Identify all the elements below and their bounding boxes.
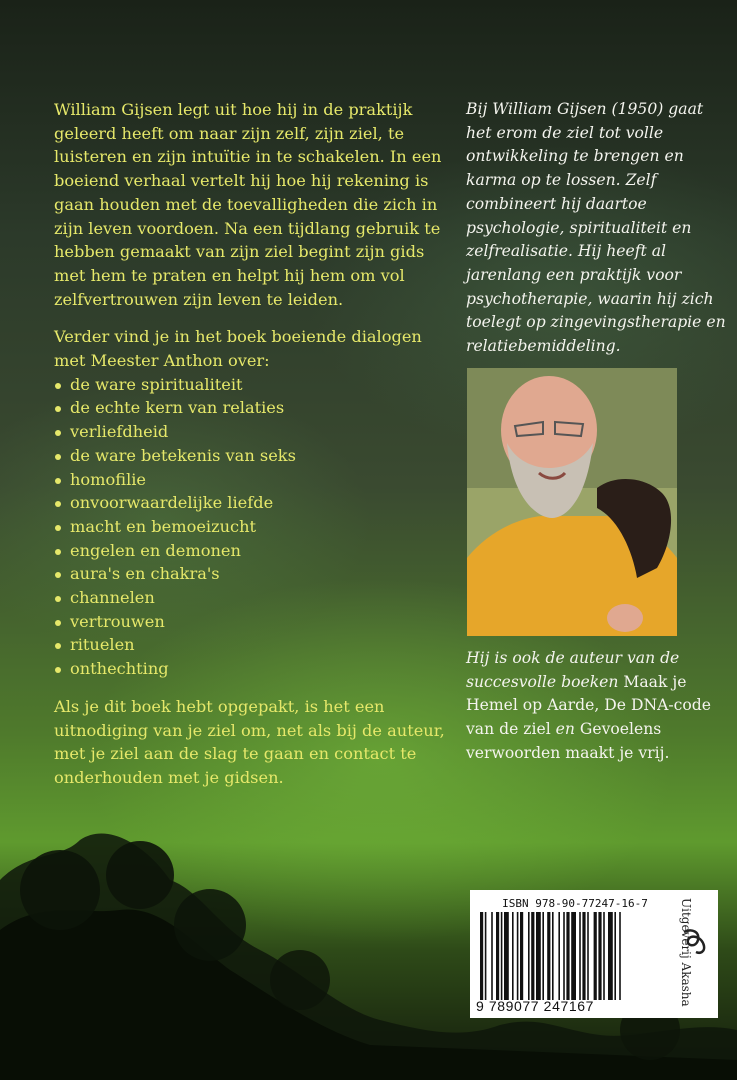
- description-column: [54, 98, 446, 804]
- intro-paragraph: William Gijsen legt uit hoe hij in de praktijk geleerd heeft om naar zijn zelf, zijn ziel, te luisteren en zijn intuïtie in te schakelen. In een boeiend verhaal vertelt hij hoe hij rekening is gaan houden met de toevalligheden die zich in zijn leven voordoen. Na een tijdlang gebruik te hebben gemaakt van zijn ziel begint zijn gids met hem te praten en helpt hij hem om vol zelfvertrouwen zijn leven te leiden.: [54, 100, 442, 309]
- list-item: vertrouwen: [54, 610, 446, 634]
- list-item: de ware spiritualiteit: [54, 373, 446, 397]
- list-item: aura's en chakra's: [54, 562, 446, 586]
- list-item: macht en bemoeizucht: [54, 515, 446, 539]
- list-item: rituelen: [54, 633, 446, 657]
- list-intro: Verder vind je in het boek boeiende dialogen met Meester Anthon over:: [54, 327, 422, 371]
- barcode-bars: [480, 912, 670, 1000]
- publisher-name: Uitgeverij Akasha: [679, 898, 693, 1007]
- list-item: onthechting: [54, 657, 446, 681]
- list-item: de echte kern van relaties: [54, 396, 446, 420]
- list-item: engelen en demonen: [54, 539, 446, 563]
- list-item: homofilie: [54, 468, 446, 492]
- closing-paragraph: Als je dit boek hebt opgepakt, is het een uitnodiging van je ziel om, net als bij de auteur, met je ziel aan de slag te gaan en contact te onderhouden met je gidsen.: [54, 696, 445, 787]
- other-books-caption: [466, 647, 728, 766]
- list-item: de ware betekenis van seks: [54, 444, 446, 468]
- author-bio: [466, 98, 728, 359]
- list-item: verliefdheid: [54, 420, 446, 444]
- publisher-logo-icon: [678, 926, 710, 956]
- list-item: onvoorwaardelijke liefde: [54, 491, 446, 515]
- author-photo: [467, 368, 677, 636]
- book-title: De DNA-code van de ziel: [466, 696, 711, 739]
- publisher-imprint: [676, 896, 714, 1014]
- topic-list: [54, 373, 446, 681]
- caption-and: en: [555, 720, 575, 739]
- barcode-panel: [470, 890, 718, 1018]
- isbn-label: ISBN 978-90-77247-16-7: [502, 897, 648, 910]
- book-title: Gevoelens verwoorden maakt je vrij.: [466, 720, 670, 762]
- barcode-digits: 9 789077 247167: [476, 998, 594, 1014]
- bio-paragraph: Bij William Gijsen (1950) gaat het erom de ziel tot volle ontwikkeling te brengen en karma op te lossen. Zelf combineert hij daartoe psychologie, spiritualiteit en zelfrealisatie. Hij heeft al jarenlang een praktijk voor psychotherapie, waarin hij zich toelegt op zingevingstherapie en relatiebemiddeling.: [466, 100, 726, 356]
- book-title: Maak je Hemel op Aarde,: [466, 672, 687, 715]
- caption-text: Hij is ook de auteur van de succesvolle boeken: [466, 649, 680, 691]
- list-item: channelen: [54, 586, 446, 610]
